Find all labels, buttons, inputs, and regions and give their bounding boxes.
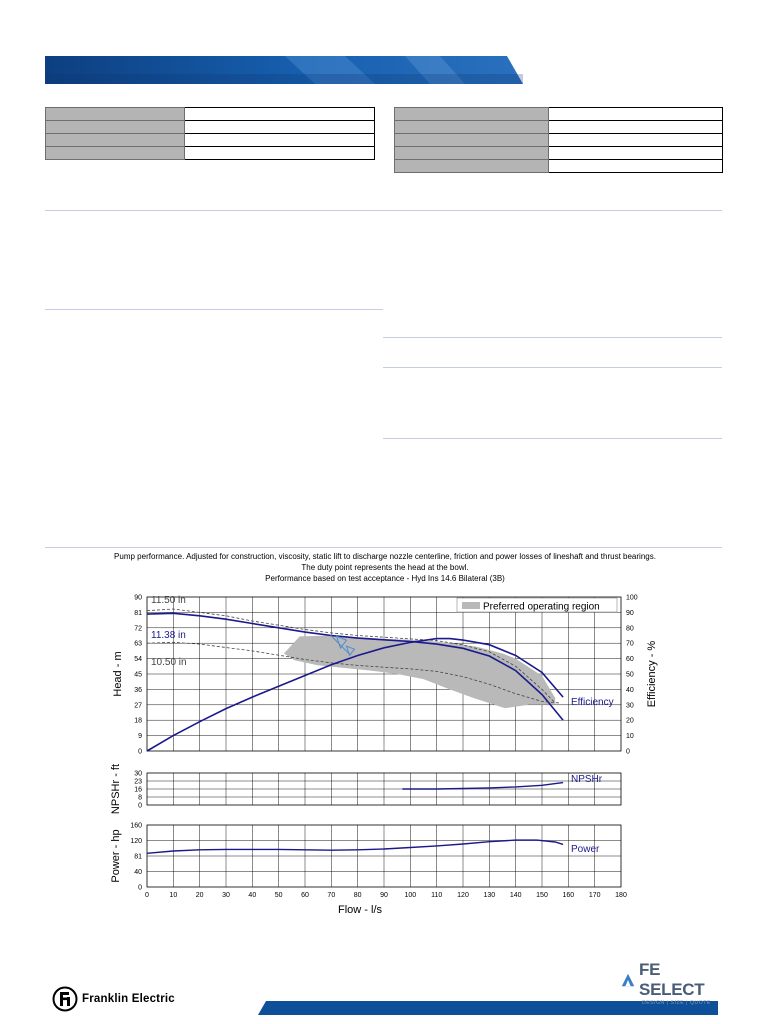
y-tick-label: 9 [138, 733, 142, 741]
y-tick-label: 120 [130, 838, 142, 845]
power-panel-grid [130, 823, 621, 892]
y2-tick-label: 0 [626, 748, 630, 756]
x-tick-label: 130 [483, 892, 496, 899]
y-tick-label: 81 [134, 853, 142, 861]
legend-label: Preferred operating region [483, 601, 600, 613]
y-tick-label: 54 [134, 656, 142, 664]
x-tick-label: 40 [248, 892, 257, 899]
y-axis-title-power: Power - hp [110, 829, 122, 883]
y2-tick-label: 90 [626, 609, 634, 617]
y-tick-label: 45 [134, 671, 142, 679]
y-tick-label: 0 [138, 748, 142, 756]
y-tick-label: 40 [134, 869, 142, 876]
x-tick-label: 110 [431, 892, 443, 899]
x-tick-label: 150 [536, 892, 548, 899]
impeller-diameter-label: 10.50 in [151, 657, 187, 668]
x-tick-label: 10 [169, 892, 178, 899]
y-tick-label: 30 [134, 770, 142, 778]
y2-tick-label: 70 [626, 640, 634, 648]
fe-select-tagline: DESIGN | SIZE | QUOTE [642, 1000, 711, 1006]
y-tick-label: 63 [134, 640, 142, 648]
franklin-electric-brand: Franklin Electric [82, 993, 175, 1005]
x-axis-title: Flow - l/s [338, 904, 382, 916]
franklin-electric-emblem-icon [52, 986, 78, 1012]
franklin-electric-logo [52, 986, 175, 1012]
fe-select-logo [620, 960, 720, 1006]
y2-tick-label: 80 [626, 625, 634, 633]
y2-tick-label: 10 [626, 733, 634, 741]
x-tick-label: 140 [509, 892, 522, 899]
head-panel-grid [147, 597, 621, 751]
impeller-diameter-label: 11.38 in [151, 630, 186, 641]
y-tick-label: 81 [134, 609, 142, 617]
y2-tick-label: 30 [626, 702, 634, 710]
x-tick-label: 120 [457, 892, 469, 899]
fe-select-emblem-icon [620, 971, 636, 989]
y-tick-label: 36 [134, 686, 142, 694]
npsh-panel-grid [134, 771, 621, 810]
x-tick-label: 20 [195, 892, 204, 899]
x-tick-label: 170 [588, 892, 601, 899]
x-tick-label: 50 [274, 892, 283, 899]
x-tick-label: 60 [301, 892, 309, 899]
y2-tick-label: 40 [626, 686, 634, 694]
x-tick-label: 30 [222, 892, 230, 899]
chart-legend [457, 598, 617, 613]
impeller-diameter-label: 11.50 in [151, 595, 186, 606]
power-label: Power [571, 844, 600, 855]
x-tick-label: 90 [380, 892, 388, 899]
y-tick-label: 0 [138, 802, 142, 810]
y2-tick-label: 100 [626, 594, 638, 602]
x-tick-label: 0 [145, 892, 149, 899]
x-tick-label: 80 [353, 892, 362, 899]
y-tick-label: 23 [134, 778, 142, 786]
y-axis-title-efficiency: Efficiency - % [646, 640, 658, 708]
y-tick-label: 0 [138, 884, 142, 892]
x-tick-label: 180 [615, 892, 627, 899]
x-tick-label: 160 [562, 892, 575, 899]
x-tick-label: 70 [327, 892, 336, 899]
y2-tick-label: 20 [626, 717, 634, 725]
y-tick-label: 27 [134, 702, 142, 710]
npshr-label: NPSHr [571, 774, 603, 785]
efficiency-label: Efficiency [571, 697, 614, 708]
x-tick-label: 100 [404, 892, 417, 899]
y-tick-label: 18 [134, 717, 142, 725]
y-axis-title-head: Head - m [112, 651, 124, 697]
y-axis-title-npsh: NPSHr - ft [110, 763, 122, 815]
chart-caption-line3: Performance based on test acceptance - Hyd Ins 14.6 Bilateral (3B) [265, 574, 505, 583]
y-tick-label: 8 [138, 794, 142, 802]
y2-tick-label: 50 [626, 671, 634, 679]
chart-caption-line1: Pump performance. Adjusted for construction, viscosity, static lift to discharge nozzle centerline, friction and power losses of lineshaft and thrust bearings. [114, 552, 656, 561]
y-tick-label: 160 [130, 822, 142, 830]
fe-select-product: FE SELECT [639, 960, 705, 999]
chart-caption-line2: The duty point represents the head at the bowl. [301, 563, 469, 572]
y2-tick-label: 60 [626, 656, 634, 664]
y-tick-label: 90 [134, 594, 142, 602]
y-tick-label: 16 [134, 786, 142, 794]
y-tick-label: 72 [134, 625, 142, 633]
legend-swatch [462, 602, 480, 609]
